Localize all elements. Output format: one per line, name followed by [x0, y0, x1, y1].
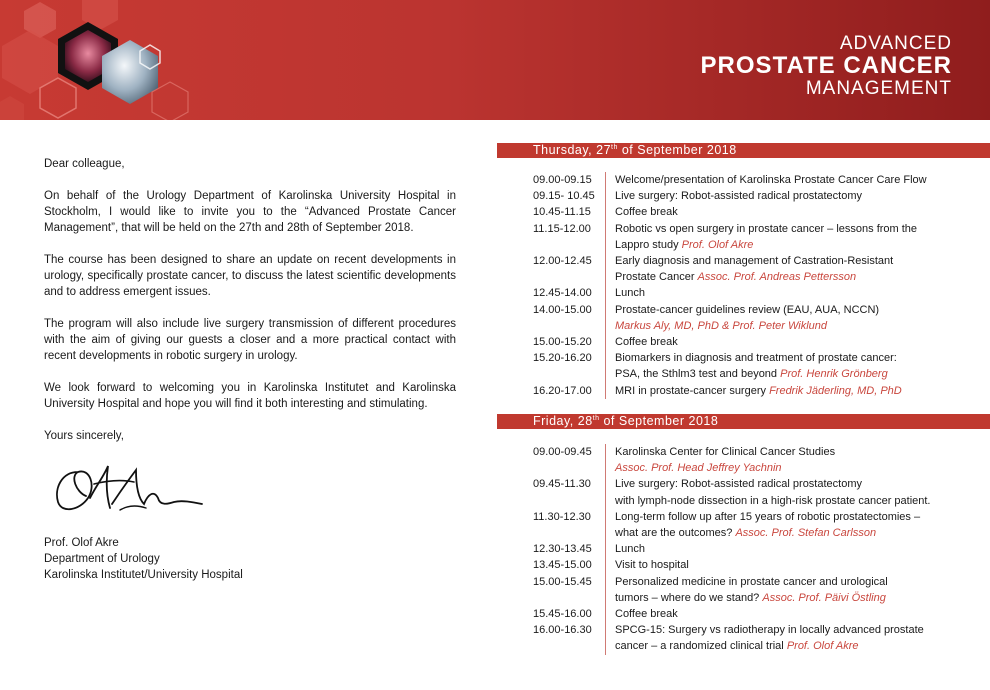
session-text: Robotic vs open surgery in prostate cancer – lessons from the — [615, 222, 918, 235]
session-time: 15.00-15.45 — [533, 575, 592, 588]
schedule-row — [533, 574, 983, 606]
session-text: Lunch — [615, 287, 645, 300]
schedule-thursday — [533, 172, 983, 399]
session-time: 11.30-12.30 — [533, 510, 591, 523]
session-time: 09.00-09.15 — [533, 174, 592, 186]
session-time: 15.20-16.20 — [533, 352, 592, 365]
speaker-name: Markus Aly, MD, PhD & Prof. Peter Wiklund — [615, 319, 828, 332]
session-time: 13.45-15.00 — [533, 559, 592, 572]
session-line — [615, 509, 983, 525]
session-description — [605, 334, 983, 350]
session-time: 15.00-15.20 — [533, 336, 592, 349]
schedule-row — [533, 350, 983, 382]
signer-name: Prof. Olof Akre — [44, 537, 119, 549]
signer-block — [44, 535, 243, 583]
session-line — [615, 541, 983, 557]
session-description — [605, 350, 983, 382]
session-line — [615, 302, 983, 318]
schedule-row — [533, 253, 983, 285]
session-description — [605, 541, 983, 557]
invitation-letter — [44, 156, 456, 460]
session-time: 09.15- 10.45 — [533, 190, 595, 203]
day-title-prefix: Friday, 28 — [533, 414, 593, 428]
session-text: Welcome/presentation of Karolinska Prostate Cancer Care Flow — [615, 174, 927, 186]
session-description — [605, 172, 983, 188]
day-title-suffix: of September 2018 — [617, 143, 737, 157]
hexagon-photo-collage — [0, 0, 300, 120]
letter-paragraph: The program will also include live surgery transmission of different procedures with the aim of giving our guests a closer and a more practical contact with recent developments in robotic surgery in urology. — [44, 318, 456, 362]
schedule-row — [533, 606, 983, 622]
session-description — [605, 622, 983, 654]
session-line — [615, 204, 983, 220]
session-time: 11.15-12.00 — [533, 222, 591, 235]
session-time: 16.00-16.30 — [533, 624, 592, 637]
day-header-thursday — [497, 143, 990, 158]
session-line — [615, 574, 983, 590]
session-text: what are the outcomes? — [615, 527, 736, 540]
session-description — [605, 509, 983, 541]
day-title-ordinal: th — [592, 414, 600, 422]
session-line — [615, 638, 983, 654]
session-line — [615, 460, 983, 476]
session-time: 12.45-14.00 — [533, 287, 592, 300]
session-description — [605, 557, 983, 573]
title-line-1: ADVANCED — [839, 33, 952, 54]
session-description — [605, 188, 983, 204]
session-text: Coffee break — [615, 608, 678, 621]
title-line-2: PROSTATE CANCER — [700, 52, 952, 79]
session-line — [615, 383, 983, 399]
session-description — [605, 476, 983, 508]
session-text: tumors – where do we stand? — [615, 591, 763, 604]
session-description — [605, 285, 983, 301]
session-time: 14.00-15.00 — [533, 303, 592, 316]
session-text: PSA, the Sthlm3 test and beyond — [615, 368, 781, 381]
session-text: SPCG-15: Surgery vs radiotherapy in locally advanced prostate — [615, 624, 924, 637]
session-text: Live surgery: Robot-assisted radical prostatectomy — [615, 190, 862, 203]
schedule-row — [533, 557, 983, 573]
session-time: 09.00-09.45 — [533, 446, 592, 458]
session-text: Karolinska Center for Clinical Cancer Studies — [615, 446, 836, 458]
session-description — [605, 574, 983, 606]
speaker-name: Prof. Olof Akre — [681, 238, 754, 251]
session-line — [615, 253, 983, 269]
schedule-row — [533, 444, 983, 476]
session-text: Coffee break — [615, 206, 678, 219]
day-title-prefix: Thursday, 27 — [533, 143, 612, 157]
session-line — [615, 318, 983, 334]
speaker-name: Prof. Olof Akre — [786, 640, 859, 653]
schedule-row — [533, 334, 983, 350]
title-line-3: MANAGEMENT — [805, 78, 952, 99]
day-header-friday — [497, 414, 990, 429]
session-text: Early diagnosis and management of Castration-Resistant — [615, 255, 894, 268]
session-description — [605, 383, 983, 399]
session-text: Visit to hospital — [615, 559, 689, 572]
schedule-row — [533, 302, 983, 334]
session-description — [605, 302, 983, 334]
session-line — [615, 334, 983, 350]
session-text: Coffee break — [615, 336, 678, 349]
session-text: Lappro study — [615, 238, 682, 251]
session-text: Prostate-cancer guidelines review (EAU, AUA, NCCN) — [615, 303, 880, 316]
session-time: 16.20-17.00 — [533, 384, 592, 397]
signer-department: Department of Urology — [44, 553, 160, 565]
schedule-row — [533, 541, 983, 557]
schedule-row — [533, 204, 983, 220]
session-text: Prostate Cancer — [615, 271, 698, 284]
speaker-name: Assoc. Prof. Andreas Pettersson — [697, 271, 857, 284]
session-line — [615, 444, 983, 460]
signer-institution: Karolinska Institutet/University Hospital — [44, 569, 243, 581]
schedule-row — [533, 476, 983, 508]
session-line — [615, 590, 983, 606]
speaker-name: Assoc. Prof. Stefan Carlsson — [735, 527, 877, 540]
letter-paragraph: On behalf of the Urology Department of Karolinska University Hospital in Stockholm, I would like to invite you to the “Advanced Prostate Cancer Management”, that will be held on the 27th and 28th of September 2018. — [44, 190, 456, 234]
session-line — [615, 172, 983, 188]
speaker-name: Assoc. Prof. Päivi Östling — [762, 591, 886, 604]
schedule-row — [533, 509, 983, 541]
speaker-name: Fredrik Jäderling, MD, PhD — [769, 384, 902, 397]
session-line — [615, 350, 983, 366]
schedule-row — [533, 188, 983, 204]
session-line — [615, 285, 983, 301]
schedule-row — [533, 221, 983, 253]
session-time: 15.45-16.00 — [533, 608, 592, 621]
day-title-ordinal: th — [611, 143, 618, 151]
session-text: Personalized medicine in prostate cancer and urological — [615, 575, 888, 588]
course-title — [701, 34, 952, 98]
session-text: with lymph-node dissection in a high-risk prostate cancer patient. — [615, 494, 931, 507]
session-text: MRI in prostate-cancer surgery — [615, 384, 770, 397]
session-line — [615, 493, 983, 509]
session-time: 12.00-12.45 — [533, 255, 592, 268]
session-text: Lunch — [615, 543, 645, 556]
session-line — [615, 476, 983, 492]
schedule-row — [533, 622, 983, 654]
session-description — [605, 444, 983, 476]
speaker-name: Assoc. Prof. Head Jeffrey Yachnin — [615, 462, 782, 475]
session-line — [615, 237, 983, 253]
session-text: Biomarkers in diagnosis and treatment of prostate cancer: — [615, 352, 897, 365]
handwritten-signature — [50, 458, 210, 522]
schedule-row — [533, 383, 983, 399]
schedule-friday — [533, 444, 983, 655]
letter-paragraph: We look forward to welcoming you in Karolinska Institutet and Karolinska University Hospital and hope you will find it both interesting and stimulating. — [44, 382, 456, 410]
session-line — [615, 221, 983, 237]
session-description — [605, 253, 983, 285]
session-text: cancer – a randomized clinical trial — [615, 640, 787, 653]
letter-closing: Yours sincerely, — [44, 430, 124, 442]
session-line — [615, 622, 983, 638]
session-description — [605, 221, 983, 253]
header-banner — [0, 0, 990, 120]
session-time: 10.45-11.15 — [533, 206, 591, 219]
schedule-row — [533, 285, 983, 301]
session-line — [615, 557, 983, 573]
letter-paragraph: The course has been designed to share an update on recent developments in urology, specifically prostate cancer, to discuss the latest scientific developments and to address emergent issues. — [44, 254, 456, 298]
session-text: Live surgery: Robot-assisted radical prostatectomy — [615, 478, 862, 491]
session-line — [615, 606, 983, 622]
session-line — [615, 269, 983, 285]
speaker-name: Prof. Henrik Grönberg — [780, 368, 888, 381]
session-text: Long-term follow up after 15 years of robotic prostatectomies – — [615, 510, 921, 523]
schedule-row — [533, 172, 983, 188]
session-line — [615, 188, 983, 204]
session-line — [615, 366, 983, 382]
session-time: 12.30-13.45 — [533, 543, 592, 556]
letter-greeting: Dear colleague, — [44, 158, 125, 170]
session-description — [605, 204, 983, 220]
session-line — [615, 525, 983, 541]
day-title-suffix: of September 2018 — [599, 414, 719, 428]
session-description — [605, 606, 983, 622]
session-time: 09.45-11.30 — [533, 478, 591, 491]
